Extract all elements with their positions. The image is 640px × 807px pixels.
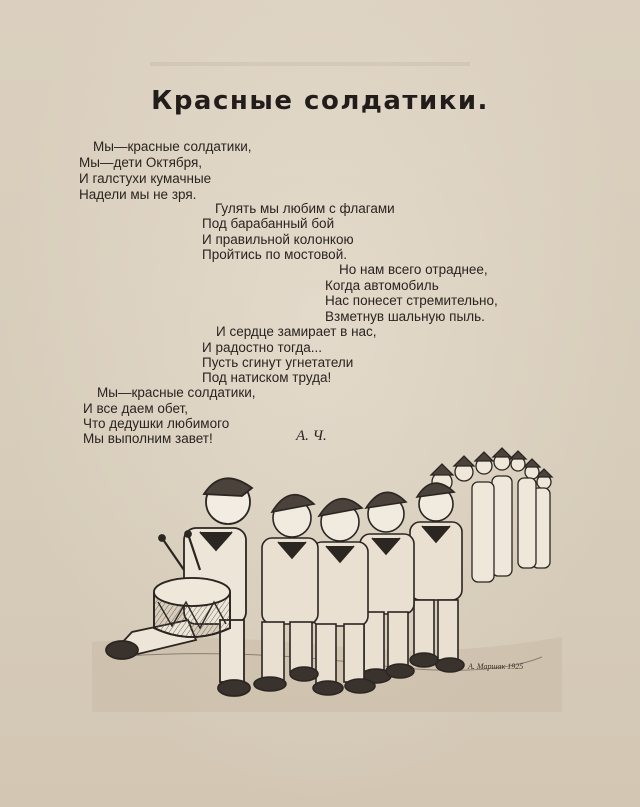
poem-line: И галстухи кумачные [79,171,212,186]
poem-line: Мы—дети Октября, [79,155,203,170]
poem-line: Взметнув шальную пыль. [325,309,485,324]
poem-line: И радостно тогда... [202,340,322,355]
poem-line: Что дедушки любимого [83,416,230,431]
poem-line: И сердце замирает в нас, [216,324,377,339]
poem-line: Пройтись по мостовой. [202,247,347,262]
poem-line: Мы—красные солдатики, [93,139,252,154]
poem-line: И все даем обет, [83,401,188,416]
poem-line: Гулять мы любим с флагами [215,201,395,216]
poem-line: Пусть сгинут угнетатели [202,355,354,370]
poem-line: Но нам всего отраднее, [339,262,488,277]
author-signature: А. Ч. [296,428,327,444]
poem-line: Надели мы не зря. [79,187,197,202]
poem-line: Под барабанный бой [202,216,335,231]
poem-line: Нас понесет стремительно, [325,293,498,308]
poem-line: Когда автомобиль [325,278,439,293]
poem-line: И правильной колонкою [202,232,354,247]
poem-line: Под натиском труда! [202,370,332,385]
poem-title: Красные солдатики. [151,86,489,116]
poem-line: Мы—красные солдатики, [97,385,256,400]
artist-signature: А. Маршак 1925 [468,662,524,671]
marching-pioneers-illustration [92,442,562,712]
bleed-through-line [150,62,470,66]
poem-line: Мы выполним завет! [83,431,213,446]
